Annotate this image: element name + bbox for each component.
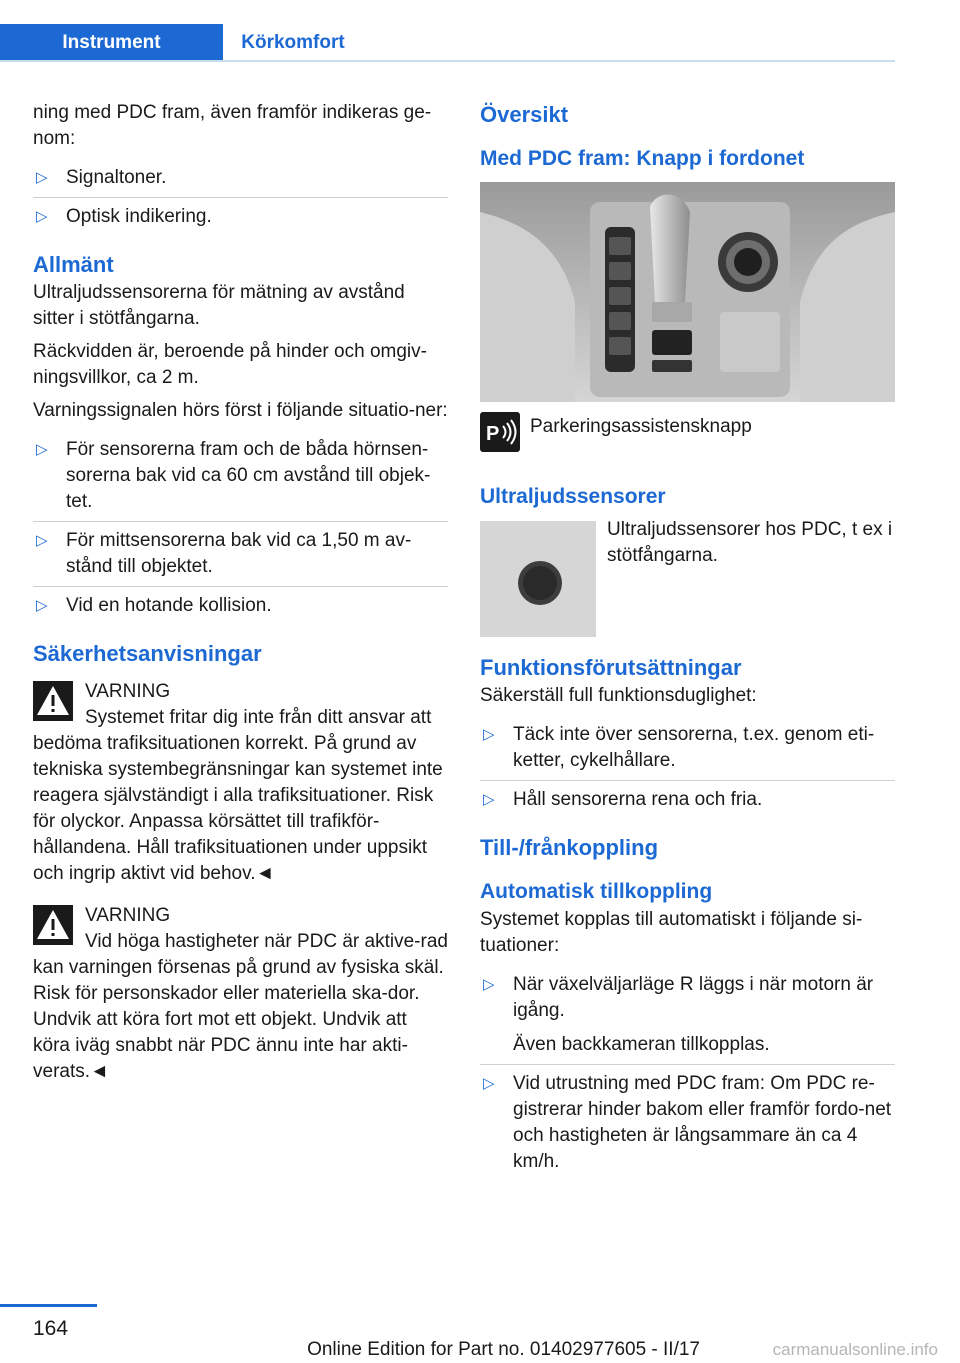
- svg-text:P: P: [486, 423, 500, 445]
- paragraph: Ultraljudssensorerna för mätning av avstånd sitter i stötfångarna.: [33, 282, 405, 329]
- bullet-triangle-icon: ▷: [483, 726, 495, 743]
- page-number: 164: [33, 1317, 69, 1340]
- warning-title: VARNING: [85, 905, 171, 926]
- warning-triangle-icon: [33, 681, 73, 721]
- warning-text: Vid höga hastigheter när PDC är aktive-rad kan varningen försenas på grund av fysiska skäl. Risk för personskador eller materiella ska-dor. Undvik att köra fort mot ett objekt. Undvik att köra iväg snabbt när PDC ännu inte har akti-verats.◄: [33, 931, 448, 1082]
- paragraph: Säkerställ full funktionsduglighet:: [480, 685, 757, 706]
- bullet-triangle-icon: ▷: [36, 208, 48, 225]
- section-heading-overview: Översikt: [480, 102, 569, 127]
- bullet-triangle-icon: ▷: [36, 532, 48, 549]
- section-heading-safety: Säkerhetsanvisningar: [33, 641, 262, 666]
- left-column: [33, 100, 448, 1085]
- section-heading-general: Allmänt: [33, 252, 114, 277]
- tab-korkomfort[interactable]: Körkomfort: [223, 24, 363, 60]
- footer-accent-line: [0, 1304, 97, 1307]
- list-item: ▷ För mittsensorerna bak vid ca 1,50 m av-stånd till objektet.: [33, 522, 448, 587]
- situation-list: [33, 431, 448, 625]
- subheading-button: Med PDC fram: Knapp i fordonet: [480, 147, 805, 170]
- bullet-triangle-icon: ▷: [36, 441, 48, 458]
- right-column: [480, 100, 895, 1181]
- center-console-photo: [480, 182, 895, 402]
- conditions-list: [480, 716, 895, 819]
- list-item: ▷ Vid utrustning med PDC fram: Om PDC re-gistrerar hinder bakom eller framför fordo-net och hastigheten är långsammare än ca 4 km/h.: [483, 1073, 892, 1172]
- button-label: Parkeringsassistensknapp: [530, 416, 752, 437]
- watermark: carmanualsonline.info: [772, 1340, 938, 1359]
- section-heading-conditions: Funktionsförutsättningar: [480, 655, 742, 680]
- warning-block: [33, 679, 448, 887]
- edition-note: Online Edition for Part no. 01402977605 - II/17: [307, 1339, 700, 1360]
- list-item: ▷ När växelväljarläge R läggs i när motorn är igång. Även backkameran tillkopplas.: [480, 966, 895, 1065]
- warning-block: [33, 903, 448, 1085]
- subheading-sensors: Ultraljudssensorer: [480, 485, 666, 508]
- intro-list: [33, 159, 448, 236]
- header-divider: [0, 60, 895, 62]
- warning-text: Systemet fritar dig inte från ditt ansvar att bedöma trafiksituationen korrekt. På grund av tekniska systembegränsningar kan systemet inte reagera självständigt i alla trafiksituationer. Risk för olyckor. Anpassa körsättet till trafikför-hållandena. Håll trafiksituationen under uppsikt och ingrip aktivt vid behov.◄: [33, 707, 443, 884]
- warning-title: VARNING: [85, 681, 171, 702]
- paragraph: Systemet kopplas till automatiskt i följande si-tuationer:: [480, 909, 863, 956]
- parking-assist-icon: [480, 412, 520, 452]
- list-item-note: Även backkameran tillkopplas.: [513, 1034, 770, 1055]
- subheading-auto: Automatisk tillkoppling: [480, 880, 713, 903]
- list-item: ▷ För sensorerna fram och de båda hörnsen-sorerna bak vid ca 60 cm avstånd till objek-tet.: [33, 431, 448, 522]
- header-tabs: [0, 24, 895, 62]
- sensor-block: [480, 517, 895, 639]
- list-item: ▷ Vid en hotande kollision.: [33, 587, 448, 625]
- bullet-triangle-icon: ▷: [483, 1075, 495, 1092]
- tab-instrument[interactable]: Instrument: [0, 24, 223, 60]
- sensor-description: Ultraljudssensorer hos PDC, t ex i stötfångarna.: [607, 519, 893, 566]
- list-item: ▷ Optisk indikering.: [33, 198, 448, 236]
- warning-triangle-icon: [33, 905, 73, 945]
- bullet-triangle-icon: ▷: [483, 976, 495, 993]
- paragraph: Varningssignalen hörs först i följande situatio-ner:: [33, 400, 448, 421]
- section-heading-switch: Till-/frånkoppling: [480, 835, 659, 860]
- list-item: ▷ Håll sensorerna rena och fria.: [480, 781, 895, 819]
- auto-list: [480, 966, 895, 1181]
- list-item: ▷ Signaltoner.: [33, 159, 448, 198]
- sensor-photo: [480, 521, 596, 637]
- bullet-triangle-icon: ▷: [36, 597, 48, 614]
- bullet-triangle-icon: ▷: [483, 791, 495, 808]
- paragraph: Räckvidden är, beroende på hinder och omgiv-ningsvillkor, ca 2 m.: [33, 341, 427, 388]
- bullet-triangle-icon: ▷: [36, 169, 48, 186]
- intro-text: ning med PDC fram, även framför indikeras ge-nom:: [33, 102, 432, 149]
- list-item: ▷ Täck inte över sensorerna, t.ex. genom eti-ketter, cykelhållare.: [480, 716, 895, 781]
- button-legend: [480, 412, 895, 468]
